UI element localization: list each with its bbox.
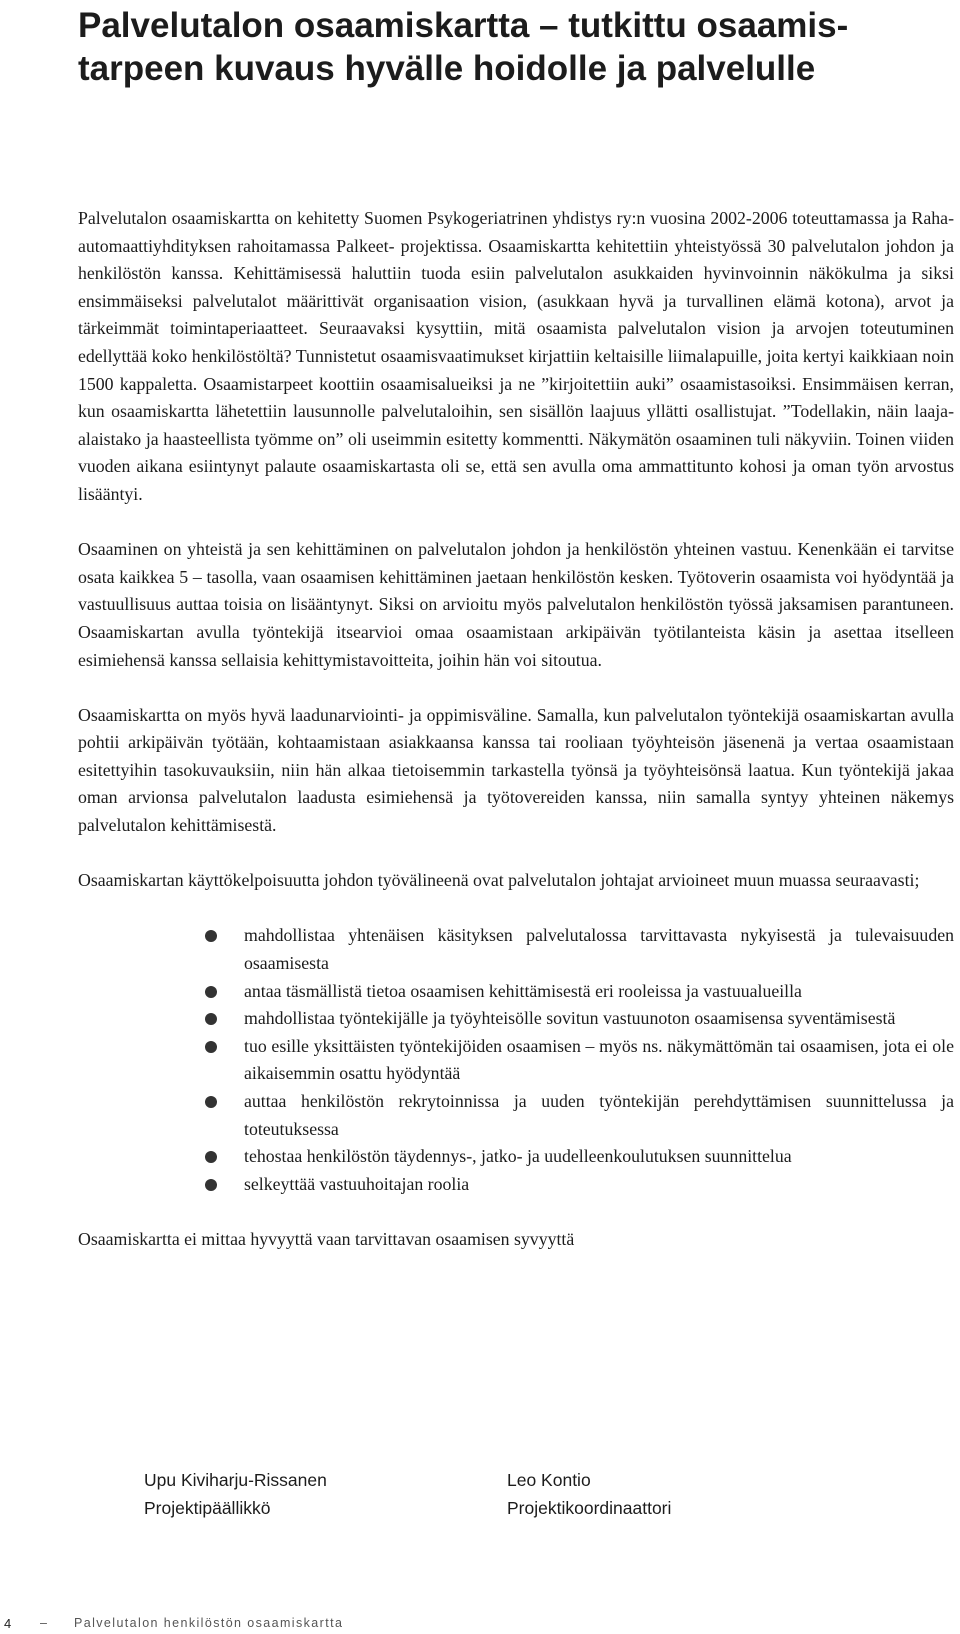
signature-role: Projektikoordinaattori <box>507 1498 672 1518</box>
list-item: selkeyttää vastuuhoitajan roolia <box>226 1171 954 1199</box>
bullet-dot-icon <box>205 1179 217 1191</box>
body-text <box>78 205 954 1281</box>
list-item: antaa täsmällistä tietoa osaamisen kehittämisestä eri rooleissa ja vastuualueilla <box>226 978 954 1006</box>
signature-project-coordinator <box>507 1466 671 1522</box>
bullet-dot-icon <box>205 930 217 942</box>
list-item: mahdollistaa työntekijälle ja työyhteisölle sovitun vastuunoton osaamisensa syventämisestä <box>226 1005 954 1033</box>
signature-project-manager <box>144 1466 327 1522</box>
signature-role: Projektipäällikkö <box>144 1498 271 1518</box>
bullet-dot-icon <box>205 986 217 998</box>
bullet-dot-icon <box>205 1151 217 1163</box>
benefits-list <box>78 922 954 1198</box>
list-item: auttaa henkilöstön rekrytoinnissa ja uuden työntekijän perehdyttämisen suunnittelussa ja toteutuksessa <box>226 1088 954 1143</box>
list-item: tuo esille yksittäisten työntekijöiden osaamisen – myös ns. näkymättömän tai osaamisen, jota ei ole aikaisemmin osattu hyödyntää <box>226 1033 954 1088</box>
signature-name: Leo Kontio <box>507 1470 591 1490</box>
bullet-dot-icon <box>205 1013 217 1025</box>
list-item: tehostaa henkilöstön täydennys-, jatko- ja uudelleenkoulutuksen suunnittelua <box>226 1143 954 1171</box>
footer-separator: – <box>40 1616 47 1630</box>
footer-title: Palvelutalon henkilöstön osaamiskartta <box>74 1616 344 1630</box>
paragraph-intro: Palvelutalon osaamiskartta on kehitetty Suomen Psykogeriatrinen yhdistys ry:n vuosina 2002-2006 toteuttamassa ja Raha-automaattiyhdityksen rahoitamassa Palkeet- projektissa. Osaamiskartta kehitettiin yhteistyössä 30 palvelutalon johdon ja henkilöstön kanssa. Kehittämisessä haluttiin tuoda esiin palvelutalon asukkaiden hyvinvoinnin näkökulma ja siksi ensimmäiseksi palvelutalot määrittivät organisaation vision, (asukkaan hyvä ja turvallinen elämä kotona), arvot ja tärkeimmät toimintaperiaatteet. Seuraavaksi kysyttiin, mitä osaamista palvelutalon vision ja arvojen toteutuminen edellyttää koko henkilöstöltä? Tunnistetut osaamisvaatimukset kirjattiin keltaisille liimalapuille, joita kertyi kaikkiaan noin 1500 kappaletta. Osaamistarpeet koottiin osaamisalueiksi ja ne ”kirjoitettiin auki” osaamistasoiksi. Ensimmäisen kerran, kun osaamiskartta lähetettiin lausunnolle palvelutaloihin, sen sisällön laajuus yllätti osallistujat. ”Todellakin, näin laaja-alaistako ja haasteellista työmme on” oli useimmin esitetty kommentti. Näkymätön osaaminen tuli näkyviin. Toinen viiden vuoden aikana esiintynyt palaute osaamiskartasta oli se, että sen avulla oma ammattitunto kohosi ja oman työn arvostus lisääntyi. <box>78 208 954 504</box>
paragraph-usability: Osaamiskartan käyttökelpoisuutta johdon työvälineenä ovat palvelutalon johtajat arvioineet muun muassa seuraavasti; <box>78 870 920 891</box>
paragraph-shared-competence: Osaaminen on yhteistä ja sen kehittäminen on palvelutalon johdon ja henkilöstön yhteinen vastuu. Kenenkään ei tarvitse osata kaikkea 5 – tasolla, vaan osaamisen kehittäminen jaetaan henkilöstön kesken. Työtoverin osaamista voi hyödyntää ja vastuullisuus auttaa toisia on lisääntynyt. Siksi on arvioitu myös palvelutalon henkilöstön työssä jaksamisen parantuneen. Osaamiskartan avulla työntekijä itsearvioi omaa osaamistaan arkipäivän työtilanteista käsin ja asettaa itselleen esimiehensä kanssa sellaisia kehittymistavoitteita, joihin hän voi sitoutua. <box>78 539 954 670</box>
page-title: Palvelutalon osaamiskartta – tutkittu osaamis-tarpeen kuvaus hyvälle hoidolle ja palvelulle <box>78 6 849 88</box>
list-item: mahdollistaa yhtenäisen käsityksen palvelutalossa tarvittavasta nykyisestä ja tulevaisuuden osaamisesta <box>226 922 954 977</box>
signature-name: Upu Kiviharju-Rissanen <box>144 1470 327 1490</box>
paragraph-quality-tool: Osaamiskartta on myös hyvä laadunarviointi- ja oppimisväline. Samalla, kun palvelutalon työntekijä osaamiskartan avulla pohtii arkipäivän työtään, kohtaamistaan asiakkaansa kanssa tai rooliaan työyhteisön jäsenenä ja vertaa osaamistaan esitettyihin tasokuvauksiin, niin hän alkaa tietoisemmin tarkastella työnsä ja työyhteisönsä laatua. Kun työntekijä jakaa oman arvionsa palvelutalon laadusta esimiehensä ja työtovereiden kanssa, niin samalla syntyy yhteinen näkemys palvelutalon kehittämisestä. <box>78 704 954 836</box>
bullet-dot-icon <box>205 1041 217 1053</box>
closing-statement: Osaamiskartta ei mittaa hyvyyttä vaan tarvittavan osaamisen syvyyttä <box>78 1228 575 1249</box>
page-number: 4 <box>4 1616 12 1631</box>
bullet-dot-icon <box>205 1096 217 1108</box>
